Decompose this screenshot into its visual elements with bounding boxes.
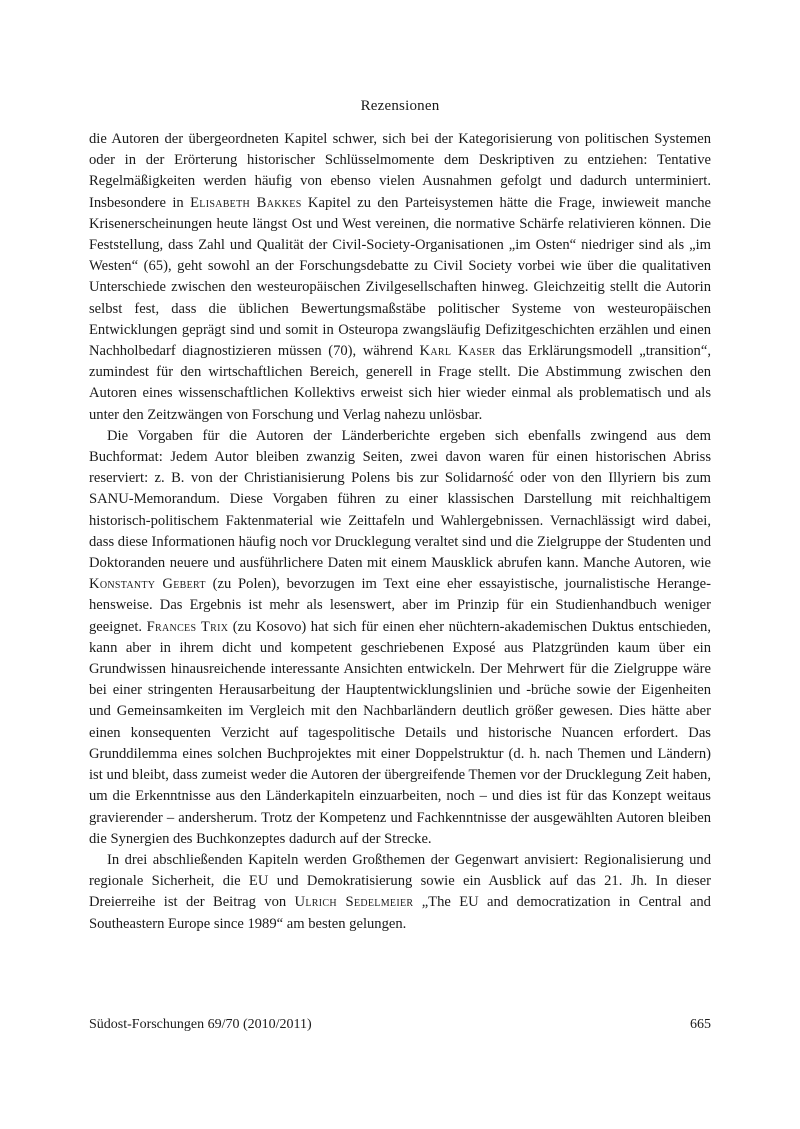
review-body: [89, 129, 711, 935]
paragraph-text: Die Vorgaben für die Autoren der Länderberichte ergeben sich ebenfalls zwingend aus dem Buchformat: Jedem Autor bleiben zwanzig Seiten, zwei davon waren für einen historischen Abriss reserviert: z. B. von der Christianisierung Polens bis zur Solidarność oder von den Illyriern bis zum SANU-Memorandum. Diese Vorgaben führen zu einer klassischen Darstellung mit reichhaltigem historisch-politischem Faktenmaterial wie Zeittafeln und Wahlergebnissen. Vernachlässigt wird dabei, dass diese Informationen häufig noch vor Drucklegung veraltet sind und die Zielgruppe der Studenten und Doktoranden neuere und ausführlichere Daten mit einem Mausklick abrufen kann. Manche Autoren, wie: [89, 427, 711, 572]
paragraph-text: In drei abschließenden Kapiteln werden Großthemen der Gegenwart anvisiert: Regionalisierung und regionale Sicherheit, die EU und Demokratisierung sowie ein Ausblick auf das 21. Jh. In dieser Dreierreihe ist der Beitrag von: [89, 851, 711, 911]
author-name: Karl Kaser: [419, 343, 496, 360]
paragraph-1: [89, 129, 711, 426]
author-name: Frances Trix: [146, 618, 229, 635]
author-name: Elisabeth Bakkes: [190, 194, 302, 211]
paragraph-text: Kapitel zu den Parteisystemen hätte die Frage, inwieweit manche Krisenerscheinungen heute längst Ost und West vereinen, die normative Schärfe relativieren können. Die Feststellung, dass Zahl und Qualität der Civil-Society-Organisationen „im Osten“ niedriger sind als „im Westen“ (65), geht sowohl an der Forschungsdebatte zu Civil Society vorbei wie über die qualitativen Unterschiede zwischen den westeuropäischen Zivilgesellschaften hinweg. Gleichzeitig stellt die Autorin selbst fest, dass die üblichen Bewertungsmaßstäbe politischer Systeme von westeuropäischen Entwicklungen geprägt sind und somit in Osteuropa zwangsläufig Defizitgeschichten erzählen und einen Nachholbedarf diagnostizieren müssen (70), während: [89, 194, 711, 360]
running-head: Rezensionen: [360, 98, 440, 114]
paragraph-text: das Erklärungsmodell „transition“, zumindest für den wirtschaftlichen Bereich, generell in Frage stellt. Die Abstimmung zwischen den Autoren eines wissenschaftlichen Kollektivs erweist sich hier wieder einmal als problematisch und als unter den Zeitzwängen von Forschung und Verlag nahezu unlösbar.: [89, 343, 711, 423]
paragraph-2: [89, 426, 711, 850]
paragraph-text: „The EU and democratization in Central and Southeastern Europe since 1989“ am besten gelungen.: [89, 894, 711, 932]
paragraph-3: [89, 850, 711, 935]
paragraph-text: (zu Polen), bevorzugen im Text eine eher essayistische, journalistische Herangehensweise. Das Ergebnis ist mehr als lesenswert, aber im Prinzip für ein Studienhandbuch weniger geeignet.: [89, 576, 711, 635]
page-number: 665: [690, 1017, 711, 1032]
paragraph-text: die Autoren der übergeordneten Kapitel schwer, sich bei der Kategorisierung von politischen Systemen oder in der Erörterung historischer Schlüsselmomente dem Deskriptiven zu entziehen: Tentative Regelmäßigkeiten werden häufig von ebenso vielen Ausnahmen gefolgt und dadurch unterminiert. Insbesondere in: [89, 131, 711, 211]
author-name: Konstanty Gebert: [89, 576, 206, 593]
author-name: Ulrich Sedelmeier: [294, 894, 414, 911]
journal-citation: Südost-Forschungen 69/70 (2010/2011): [89, 1017, 312, 1032]
paragraph-text: (zu Kosovo) hat sich für einen eher nüchtern-akademischen Duktus entschieden, kann aber in ihrem dicht und kompetent geschriebenen Exposé aus Platzgründen kaum über ein Grundwissen hinausreichende interessante Ansichten entwickeln. Der Mehrwert für die Zielgruppe wäre bei einer stringenten Herausarbeitung der Hauptentwicklungslinien und -brüche sowie der Eigenheiten und Gemeinsamkeiten im Vergleich mit den Nachbarländern deutlich größer gewesen. Dies hätte aber einen konsequenten Verzicht auf tagespolitische Details und historische Nuancen erfordert. Das Grunddilemma eines solchen Buchprojektes mit einer Doppelstruktur (d. h. nach Themen und Ländern) ist und bleibt, dass zumeist weder die Autoren der übergreifende Themen vor der Drucklegung Zeit haben, um die Erkenntnisse aus den Länderkapiteln einzuarbeiten, noch – und dies ist für das Konzept weitaus gravierender – andersherum. Trotz der Kompetenz und Fachkenntnisse der ausgewählten Autoren bleiben die Synergien des Buchkonzeptes dadurch auf der Strecke.: [89, 618, 711, 847]
